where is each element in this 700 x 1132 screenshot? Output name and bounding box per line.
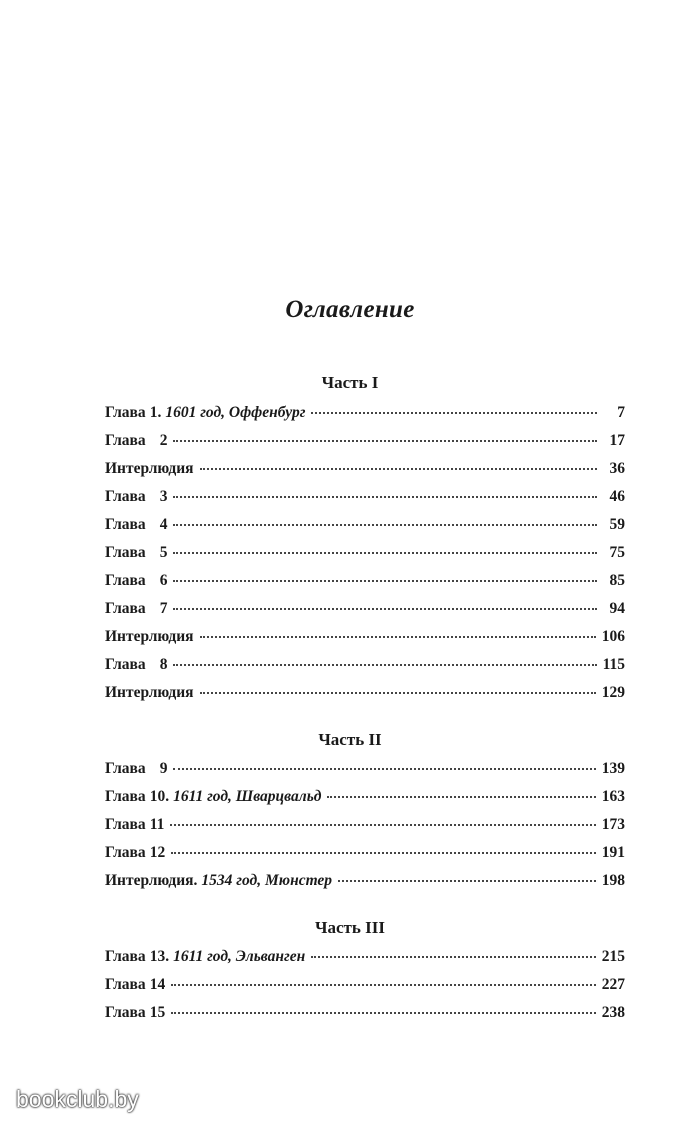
toc-entry-number: 6	[159, 572, 168, 589]
toc-entry-page: 75	[609, 544, 625, 561]
toc-entry-label	[105, 872, 332, 890]
toc-entry-page: 85	[609, 572, 625, 589]
toc-entry-kind: Глава	[105, 760, 146, 777]
toc-entry-label	[105, 544, 167, 562]
toc-entry-label	[105, 432, 167, 450]
toc-entry-label	[105, 1004, 165, 1022]
part-heading: Часть III	[315, 918, 385, 937]
toc-entry	[105, 1004, 625, 1032]
dot-leader	[173, 664, 596, 666]
toc-entry-label	[105, 516, 167, 534]
toc-entry-kind: Глава	[105, 404, 146, 421]
dot-leader	[171, 852, 596, 854]
toc-entry-kind: Интерлюдия	[105, 460, 194, 477]
toc-entry-subtitle: 1611 год, Эльванген	[173, 948, 306, 965]
toc-entry-number: 2	[159, 432, 168, 449]
toc-entry-label	[105, 460, 194, 478]
toc-entry-number: 13.	[149, 948, 170, 965]
toc-entry-page: 94	[609, 600, 625, 617]
toc-entry	[105, 976, 625, 1004]
toc-entry	[105, 432, 625, 460]
toc-entry-subtitle: 1534 год, Мюнстер	[201, 872, 333, 889]
toc-entry-kind: Глава	[105, 600, 146, 617]
dot-leader	[173, 440, 597, 442]
toc-entry	[105, 948, 625, 976]
dot-leader	[173, 580, 597, 582]
toc-entry-kind: Глава	[105, 976, 146, 993]
toc-entry-page: 59	[609, 516, 625, 533]
toc-entry-page: 163	[601, 788, 625, 805]
toc-entry	[105, 872, 625, 900]
toc-entry	[105, 404, 625, 432]
toc-entry-label	[105, 600, 167, 618]
toc-entry-label	[105, 976, 165, 994]
toc-entry-kind: Интерлюдия	[105, 684, 194, 701]
toc-entry-number: 7	[159, 600, 168, 617]
dot-leader	[311, 956, 596, 958]
toc-entry-label	[105, 948, 305, 966]
dot-leader	[171, 984, 596, 986]
toc-entry-kind: Глава	[105, 788, 146, 805]
dot-leader	[173, 768, 595, 770]
toc-entry-kind: Глава	[105, 488, 146, 505]
toc-entry-page: 36	[609, 460, 625, 477]
toc-entry-label	[105, 656, 167, 674]
toc-title: Оглавление	[285, 296, 415, 323]
toc-entry-kind: Глава	[105, 948, 146, 965]
toc-entry-kind: Глава	[105, 432, 146, 449]
dot-leader	[173, 552, 597, 554]
toc-entry-page: 191	[601, 844, 625, 861]
dot-leader	[200, 636, 596, 638]
toc-entry-page: 215	[601, 948, 625, 965]
toc-entry	[105, 656, 625, 684]
watermark: bookclub.by	[16, 1086, 139, 1112]
toc-entry-label	[105, 788, 321, 806]
dot-leader	[200, 468, 597, 470]
toc-entry-kind: Глава	[105, 544, 146, 561]
toc-entry-kind: Глава	[105, 1004, 146, 1021]
toc-entry-label	[105, 488, 167, 506]
toc-entry-page: 115	[602, 656, 625, 673]
toc-entry	[105, 788, 625, 816]
toc-entry-number: 8	[159, 656, 168, 673]
toc-entry-kind: Глава	[105, 572, 146, 589]
toc-entry-kind: Глава	[105, 816, 146, 833]
dot-leader	[200, 692, 596, 694]
toc-entry-kind: Глава	[105, 844, 146, 861]
toc-entry	[105, 544, 625, 572]
toc-entry	[105, 516, 625, 544]
toc-entry-subtitle: 1601 год, Оффенбург	[165, 404, 306, 421]
toc-entry-number: 1.	[149, 404, 162, 421]
toc-entry-page: 7	[617, 404, 625, 421]
toc-entry-kind: Интерлюдия.	[105, 872, 198, 889]
toc-entry	[105, 760, 625, 788]
toc-entry-number: 3	[159, 488, 168, 505]
toc-entry-kind: Интерлюдия	[105, 628, 194, 645]
toc-entry	[105, 684, 625, 712]
toc-entry	[105, 628, 625, 656]
toc-entry-page: 227	[601, 976, 625, 993]
dot-leader	[173, 524, 597, 526]
dot-leader	[338, 880, 596, 882]
toc-entry-number: 5	[159, 544, 168, 561]
dot-leader	[170, 824, 595, 826]
dot-leader	[171, 1012, 596, 1014]
toc-list	[105, 948, 625, 1032]
toc-entry	[105, 572, 625, 600]
dot-leader	[173, 496, 597, 498]
toc-entry-label	[105, 760, 167, 778]
toc-entry-page: 46	[609, 488, 625, 505]
toc-entry	[105, 460, 625, 488]
toc-entry-number: 14	[149, 976, 166, 993]
toc-list	[105, 404, 625, 712]
toc-entry	[105, 844, 625, 872]
toc-entry-page: 106	[601, 628, 625, 645]
toc-entry-page: 173	[601, 816, 625, 833]
toc-list	[105, 760, 625, 900]
toc-entry-label	[105, 572, 167, 590]
toc-entry-number: 15	[149, 1004, 166, 1021]
toc-entry-page: 17	[609, 432, 625, 449]
toc-entry-number: 4	[159, 516, 168, 533]
toc-entry-number: 11	[149, 816, 165, 833]
toc-entry-kind: Глава	[105, 656, 146, 673]
toc-entry	[105, 488, 625, 516]
dot-leader	[311, 412, 597, 414]
toc-entry-page: 139	[601, 760, 625, 777]
toc-entry-page: 129	[601, 684, 625, 701]
toc-entry-number: 12	[149, 844, 166, 861]
toc-entry	[105, 816, 625, 844]
toc-entry	[105, 600, 625, 628]
toc-entry-label	[105, 816, 164, 834]
part-heading: Часть I	[321, 373, 379, 392]
toc-entry-page: 198	[601, 872, 625, 889]
toc-entry-label	[105, 684, 194, 702]
part-heading: Часть II	[318, 730, 382, 749]
toc-entry-label	[105, 404, 305, 422]
toc-entry-number: 9	[159, 760, 168, 777]
toc-entry-number: 10.	[149, 788, 170, 805]
dot-leader	[173, 608, 597, 610]
toc-entry-kind: Глава	[105, 516, 146, 533]
toc-entry-subtitle: 1611 год, Шварцвальд	[173, 788, 322, 805]
toc-entry-label	[105, 628, 194, 646]
toc-entry-page: 238	[601, 1004, 625, 1021]
dot-leader	[327, 796, 595, 798]
toc-entry-label	[105, 844, 165, 862]
